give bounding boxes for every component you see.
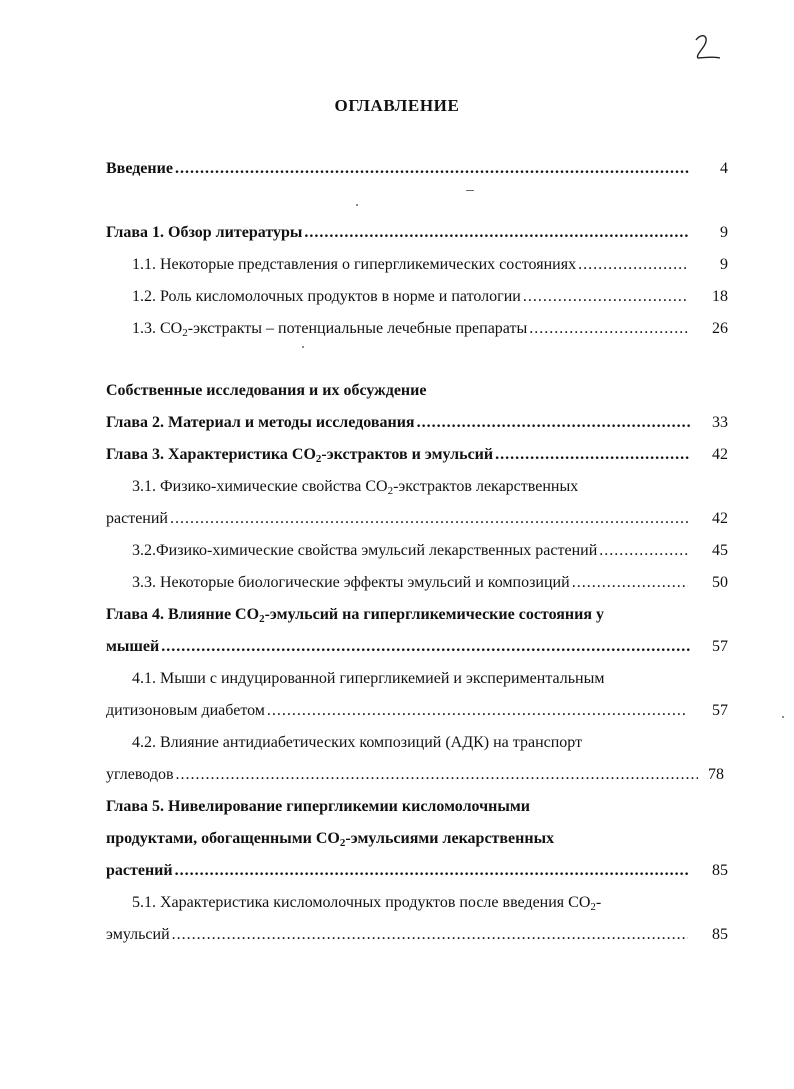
toc-entry-3-1[interactable] <box>106 508 690 530</box>
toc-entry-chapter-2[interactable] <box>106 412 692 434</box>
toc-label: растений <box>106 862 173 879</box>
handwritten-page-number <box>688 28 728 68</box>
toc-label: мышей <box>106 638 160 655</box>
toc-label: 3.3. Некоторые биологические эффекты эмульсий и композиций <box>132 574 570 591</box>
toc-page: 9 <box>720 224 728 241</box>
toc-page: 26 <box>712 320 728 337</box>
toc-entry-intro[interactable] <box>106 158 692 180</box>
toc-leader <box>172 924 688 946</box>
toc-page: 57 <box>712 638 728 655</box>
toc-leader <box>578 254 688 276</box>
toc-entry-chapter-1[interactable] <box>106 222 692 244</box>
scan-speck <box>782 716 784 718</box>
toc-entry-1-1[interactable] <box>132 254 690 276</box>
toc-label: Глава 1. Обзор литературы <box>106 224 303 241</box>
toc-entry-4-2[interactable] <box>106 764 700 786</box>
toc-leader <box>599 540 690 562</box>
toc-leader <box>523 286 688 308</box>
toc-leader <box>161 636 690 658</box>
toc-leader <box>267 700 688 722</box>
toc-leader <box>529 318 688 340</box>
toc-page: 57 <box>712 702 728 719</box>
toc-label: растений <box>106 510 168 527</box>
scan-speck <box>466 190 474 191</box>
scan-speck <box>302 346 304 348</box>
toc-label: Глава 2. Материал и методы исследования <box>106 414 415 431</box>
toc-label: 1.2. Роль кисломолочных продуктов в норме и патологии <box>132 288 521 305</box>
toc-label: 1.3. $CO_2$-экстракты – потенциальные лечебные препараты <box>132 320 528 339</box>
toc-page: 85 <box>712 926 728 943</box>
toc-label: 1.1. Некоторые представления о гипергликемических состояниях <box>132 256 577 273</box>
toc-entry-5-1[interactable] <box>106 924 690 946</box>
toc-entry-chapter-5-line1[interactable]: Глава 5. Нивелирование гипергликемии кисломолочными <box>106 798 530 815</box>
toc-entry-3-2[interactable] <box>132 540 692 562</box>
toc-page: 42 <box>712 510 728 527</box>
toc-page: 50 <box>712 574 728 591</box>
toc-label: 3.2.Физико-химические свойства эмульсий лекарственных растений <box>132 542 598 559</box>
section-heading-own-research: Собственные исследования и их обсуждение <box>106 382 427 399</box>
toc-entry-3-3[interactable] <box>132 572 690 594</box>
toc-page: 4 <box>720 160 728 177</box>
toc-entry-4-1[interactable] <box>106 700 690 722</box>
toc-page: 33 <box>712 414 728 431</box>
toc-entry-1-3[interactable] <box>132 318 690 340</box>
toc-entry-chapter-4[interactable] <box>106 636 692 658</box>
toc-label: углеводов <box>106 766 174 783</box>
toc-entry-4-1-line1[interactable]: 4.1. Мыши с индуцированной гипергликемией и экспериментальным <box>132 670 605 687</box>
toc-entry-chapter-5[interactable] <box>106 860 690 882</box>
toc-label: эмульсий <box>106 926 170 943</box>
toc-label: Введение <box>106 160 173 177</box>
toc-entry-5-1-line1[interactable]: 5.1. Характеристика кисломолочных продуктов после введения $CO_2-$ <box>132 894 602 913</box>
toc-leader <box>304 222 690 244</box>
toc-entry-chapter-4-line1[interactable]: Глава 4. Влияние $CO_2$-эмульсий на гипергликемические состояния у <box>106 606 605 625</box>
toc-entry-chapter-5-line2[interactable]: продуктами, обогащенными $CO_2$-эмульсиями лекарственных <box>106 830 555 849</box>
toc-leader <box>175 860 688 882</box>
toc-page: 18 <box>712 288 728 305</box>
toc-entry-1-2[interactable] <box>132 286 690 308</box>
toc-page: 45 <box>712 542 728 559</box>
toc-leader <box>495 444 690 466</box>
toc-label: дитизоновым диабетом <box>106 702 265 719</box>
toc-page: 78 <box>708 766 724 783</box>
toc-leader <box>572 572 688 594</box>
page-title: ОГЛАВЛЕНИЕ <box>334 96 460 115</box>
toc-leader <box>176 764 698 786</box>
toc-page: 42 <box>712 446 728 463</box>
toc-leader <box>170 508 688 530</box>
toc-entry-4-2-line1[interactable]: 4.2. Влияние антидиабетических композиций (АДК) на транспорт <box>132 734 583 751</box>
toc-page: 9 <box>720 256 728 273</box>
toc-label: Глава 3. Характеристика $CO_2$-экстрактов и эмульсий <box>106 446 494 465</box>
toc-entry-3-1-line1[interactable]: 3.1. Физико-химические свойства $CO_2$-экстрактов лекарственных <box>132 478 579 497</box>
toc-leader <box>175 158 690 180</box>
toc-page: 85 <box>712 862 728 879</box>
toc-leader <box>417 412 690 434</box>
toc-entry-chapter-3[interactable] <box>106 444 692 466</box>
scan-speck <box>356 204 358 206</box>
